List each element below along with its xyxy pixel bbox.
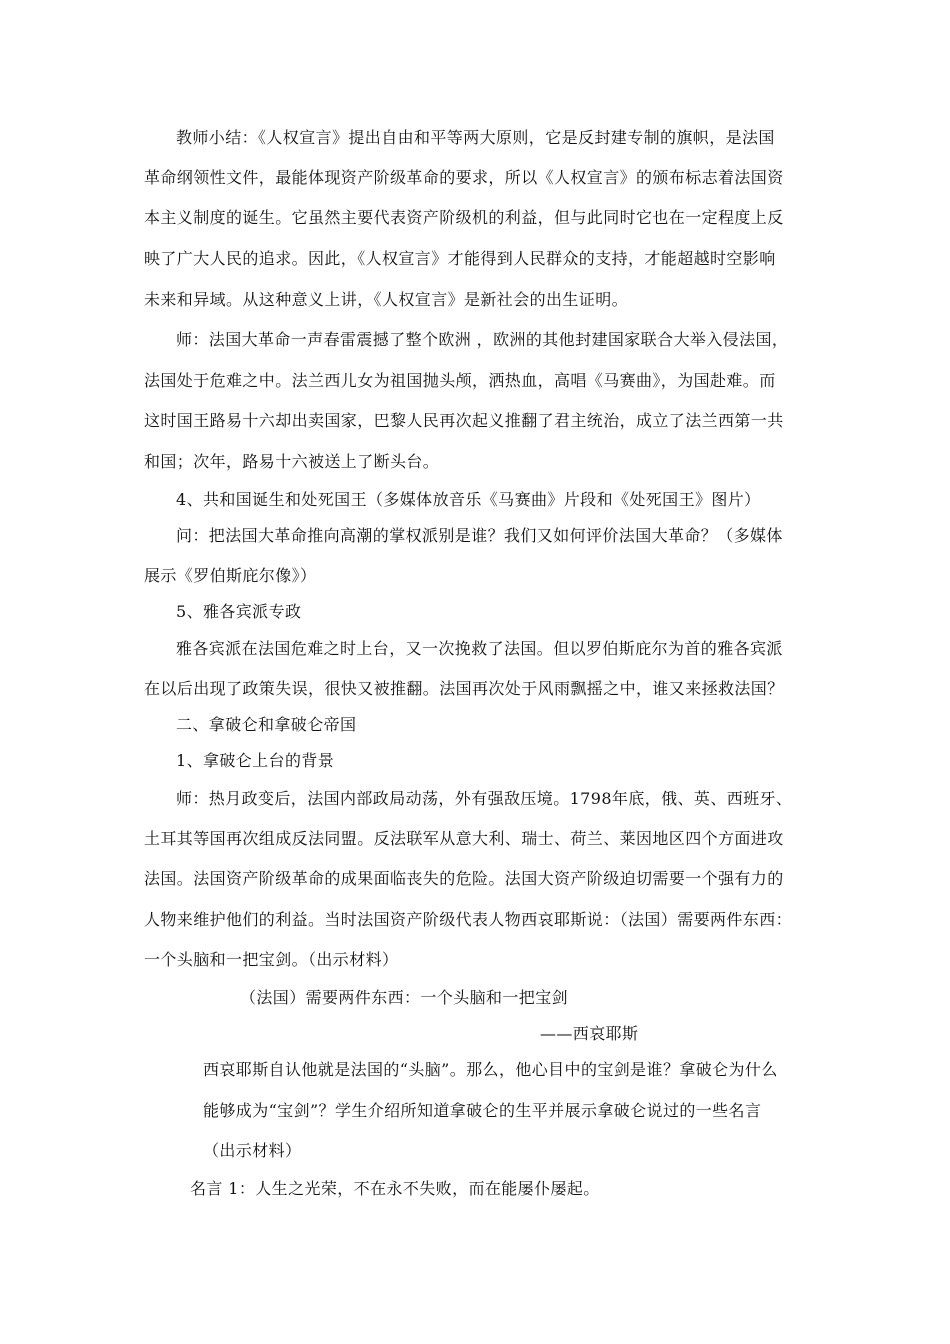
question-line-2: 展示《罗伯斯庇尔像》） [144,566,317,585]
teacher-line-3: 这时国王路易十六却出卖国家，巴黎人民再次起义推翻了君主统治，成立了法兰西第一共 [144,411,784,430]
quote-material: （法国）需要两件东西：一个头脑和一把宝剑 [240,988,569,1007]
napoleon-quote-1: 名言 1：人生之光荣，不在永不失败，而在能屡仆屡起。 [190,1179,600,1198]
background-line-2: 土耳其等国再次组成反法同盟。反法联军从意大利、瑞士、荷兰、莱因地区四个方面进攻 [144,829,784,848]
background-line-5: 一个头脑和一把宝剑。（出示材料） [144,950,399,969]
teacher-line-2: 法国处于危难之中。法兰西儿女为祖国抛头颅，洒热血，高唱《马赛曲》，为国赴难。而 [144,371,776,390]
jacobin-line-1: 雅各宾派在法国危难之时上台，又一次挽救了法国。但以罗伯斯庇尔为首的雅各宾派 [176,639,783,658]
subsection-heading-1: 1、拿破仑上台的背景 [176,751,335,770]
summary-line-5: 未来和异域。从这种意义上讲，《人权宣言》是新社会的出生证明。 [144,290,629,309]
section-heading-4: 4、共和国诞生和处死国王（多媒体放音乐《马赛曲》片段和《处死国王》图片） [176,490,761,509]
background-line-1: 师：热月政变后，法国内部政局动荡，外有强敌压境。1798年底，俄、英、西班牙、 [176,789,793,808]
sieyes-line-2: 能够成为“宝剑”？学生介绍所知道拿破仑的生平并展示拿破仑说过的一些名言 [203,1101,762,1120]
jacobin-line-2: 在以后出现了政策失误，很快又被推翻。法国再次处于风雨飘摇之中，谁又来拯救法国？ [144,679,784,698]
question-line-1: 问：把法国大革命推向高潮的掌权派别是谁？我们又如何评价法国大革命？（多媒体 [176,526,783,545]
teacher-line-1: 师：法国大革命一声春雷震撼了整个欧洲 ，欧洲的其他封建国家联合大举入侵法国， [176,330,789,349]
teacher-line-4: 和国；次年，路易十六被送上了断头台。 [144,452,440,471]
summary-line-4: 映了广大人民的追求。因此，《人权宣言》才能得到人民群众的支持，才能超越时空影响 [144,249,776,268]
background-line-4: 人物来维护他们的利益。当时法国资产阶级代表人物西哀耶斯说：（法国）需要两件东西： [144,910,793,929]
summary-line-3: 本主义制度的诞生。它虽然主要代表资产阶级机的利益，但与此同时它也在一定程度上反 [144,208,784,227]
sieyes-line-3: （出示材料） [203,1141,302,1160]
background-line-3: 法国。法国资产阶级革命的成果面临丧失的危险。法国大资产阶级迫切需要一个强有力的 [144,869,784,888]
sieyes-line-1: 西哀耶斯自认他就是法国的“头脑”。那么，他心目中的宝剑是谁？拿破仑为什么 [203,1060,778,1079]
summary-line-2: 革命纲领性文件，最能体现资产阶级革命的要求，所以《人权宣言》的颁布标志着法国资 [144,168,784,187]
chapter-heading-2: 二、拿破仑和拿破仑帝国 [176,715,357,734]
section-heading-5: 5、雅各宾派专政 [176,602,302,621]
quote-attribution: ——西哀耶斯 [540,1024,639,1043]
summary-line-1: 教师小结：《人权宣言》提出自由和平等两大原则，它是反封建专制的旗帜，是法国 [176,128,775,147]
